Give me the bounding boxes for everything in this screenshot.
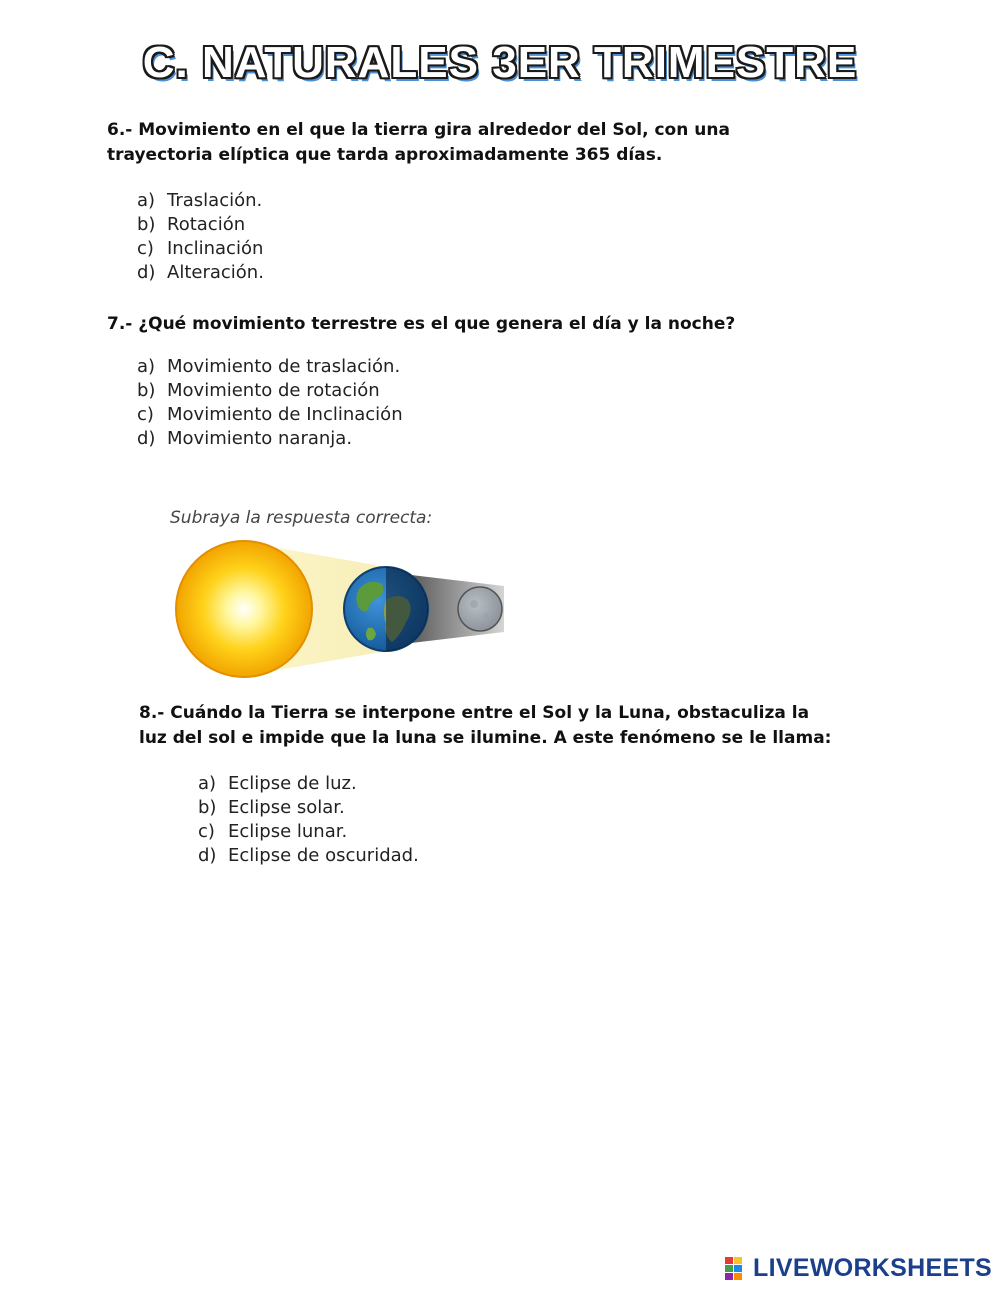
- question-6: 6.- Movimiento en el que la tierra gira alrededor del Sol, con una trayectoria elíptica que tarda aproximadamente 365 días.: [107, 120, 730, 165]
- option-8a[interactable]: a) Eclipse de luz.: [198, 773, 357, 794]
- option-6d[interactable]: d) Alteración.: [137, 262, 264, 283]
- question-6-options: [137, 189, 264, 285]
- question-7: 7.- ¿Qué movimiento terrestre es el que genera el día y la noche?: [107, 314, 736, 334]
- footer-brand: [725, 1254, 992, 1283]
- question-8-options: [198, 772, 419, 868]
- option-6c[interactable]: c) Inclinación: [137, 238, 264, 259]
- option-6a[interactable]: a) Traslación.: [137, 190, 263, 211]
- option-7a[interactable]: a) Movimiento de traslación.: [137, 356, 401, 377]
- page-title: C. NATURALES 3ER TRIMESTRE: [142, 38, 858, 87]
- option-7d[interactable]: d) Movimiento naranja.: [137, 428, 353, 449]
- moon: [458, 587, 502, 631]
- option-7c[interactable]: c) Movimiento de Inclinación: [137, 404, 403, 425]
- liveworksheets-logo-icon: [725, 1257, 751, 1281]
- option-8c[interactable]: c) Eclipse lunar.: [198, 821, 348, 842]
- instruction-text: Subraya la respuesta correcta:: [170, 508, 433, 528]
- option-6b[interactable]: b) Rotación: [137, 214, 246, 235]
- sun: [176, 541, 312, 677]
- question-7-options: [137, 355, 403, 451]
- option-7b[interactable]: b) Movimiento de rotación: [137, 380, 380, 401]
- brand-name[interactable]: LIVEWORKSHEETS: [753, 1254, 992, 1282]
- option-8b[interactable]: b) Eclipse solar.: [198, 797, 345, 818]
- option-8d[interactable]: d) Eclipse de oscuridad.: [198, 845, 419, 866]
- eclipse-illustration: [172, 536, 508, 682]
- question-8: 8.- Cuándo la Tierra se interpone entre el Sol y la Luna, obstaculiza la luz del sol e impide que la luna se ilumine. A este fenómeno se le llama:: [139, 703, 832, 748]
